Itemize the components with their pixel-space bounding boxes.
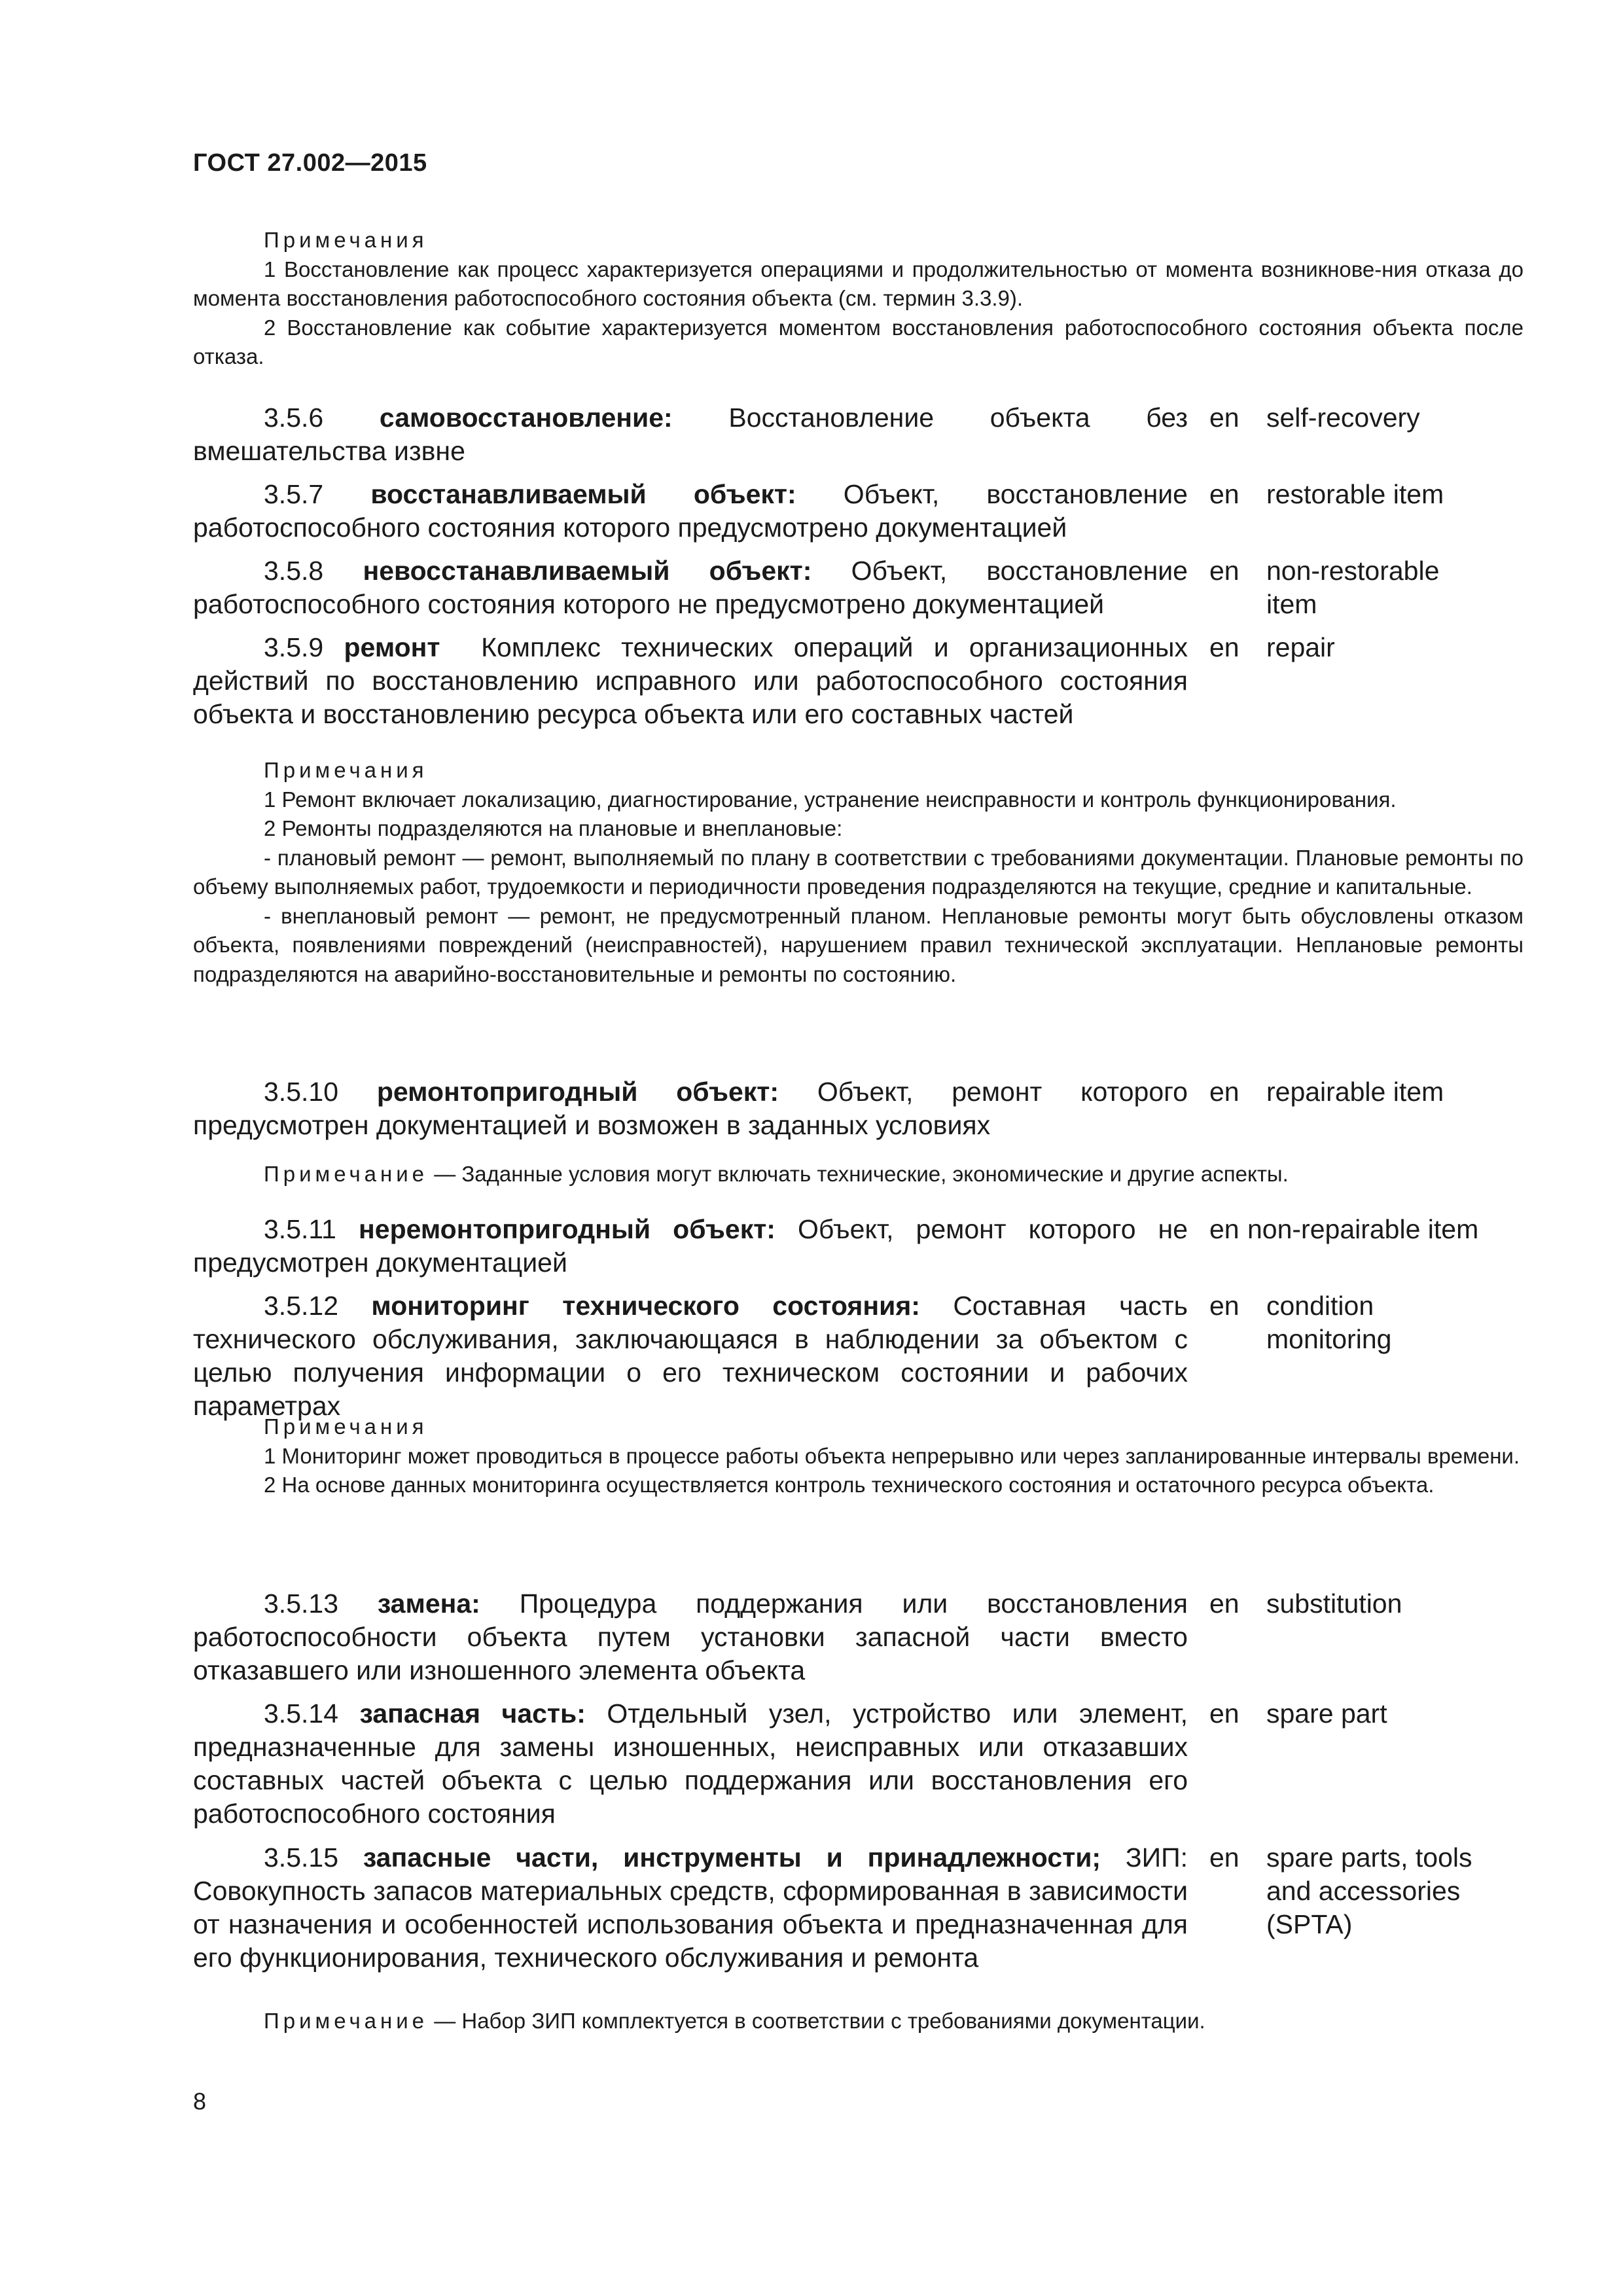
term-definition: Комплекс технических операций и организационных действий по восстановлению исправного или работоспособного состояния объекта и восстановлению ресурса объекта или его составных частей bbox=[193, 632, 1188, 729]
notes-block bbox=[193, 2007, 1524, 2036]
term-name: невосстанавливаемый объект: bbox=[363, 556, 812, 586]
term-name: самовосстановление: bbox=[379, 403, 673, 433]
language-code: en bbox=[1209, 1214, 1240, 1244]
english-equivalent: spare parts, tools and accessories (SPTA) bbox=[1266, 1842, 1472, 1939]
term-number: 3.5.7 bbox=[264, 479, 324, 509]
language-code: en bbox=[1209, 1588, 1240, 1619]
term-entry bbox=[193, 1841, 1524, 1975]
term-name: ремонт bbox=[344, 632, 440, 662]
english-equivalent: self-recovery bbox=[1266, 403, 1420, 433]
term-name: мониторинг технического состояния: bbox=[371, 1291, 920, 1321]
english-equivalent: non-repairable item bbox=[1247, 1214, 1479, 1244]
term-entry bbox=[193, 554, 1524, 621]
notes-caption: Примечания bbox=[264, 1414, 428, 1439]
note-item: 2 Ремонты подразделяются на плановые и внеплановые: bbox=[264, 816, 843, 840]
notes-block bbox=[193, 226, 1524, 372]
note-text: — Заданные условия могут включать технические, экономические и другие аспекты. bbox=[434, 1162, 1289, 1186]
term-name: запасные части, инструменты и принадлежности; bbox=[363, 1842, 1101, 1873]
note-item: 2 На основе данных мониторинга осуществляется контроль технического состояния и остаточного ресурса объекта. bbox=[264, 1473, 1435, 1497]
term-definition: Процедура поддержания или восстановления работоспособности объекта путем установки запасной части вместо отказавшего или изношенного элемента объекта bbox=[193, 1588, 1188, 1685]
notes-block bbox=[193, 1160, 1524, 1189]
term-definition: Восстановление объекта без вмешательства извне bbox=[193, 403, 1188, 466]
term-number: 3.5.8 bbox=[264, 556, 324, 586]
note-text: — Набор ЗИП комплектуется в соответствии с требованиями документации. bbox=[434, 2009, 1205, 2033]
term-definition: Объект, восстановление работоспособного состояния которого не предусмотрено документацией bbox=[193, 556, 1188, 619]
english-equivalent: spare part bbox=[1266, 1698, 1387, 1729]
english-equivalent: repairable item bbox=[1266, 1077, 1444, 1107]
term-entry bbox=[193, 478, 1524, 545]
language-code: en bbox=[1209, 1842, 1240, 1873]
term-entry bbox=[193, 1075, 1524, 1142]
term-number: 3.5.10 bbox=[264, 1077, 338, 1107]
term-name: восстанавливаемый объект: bbox=[370, 479, 796, 509]
term-definition: Объект, ремонт которого не предусмотрен документацией bbox=[193, 1214, 1188, 1278]
notes-caption: Примечания bbox=[264, 228, 428, 252]
term-entry bbox=[193, 401, 1524, 468]
note-item: 1 Восстановление как процесс характеризуется операциями и продолжительностью от момента возникнове-ния отказа до момента восстановления работоспособного состояния объекта (см. термин 3.3.9). bbox=[193, 257, 1524, 310]
note-item bbox=[193, 2007, 1524, 2036]
term-name: неремонтопригодный объект: bbox=[359, 1214, 776, 1244]
term-entry bbox=[193, 1289, 1524, 1423]
english-equivalent: restorable item bbox=[1266, 479, 1444, 509]
term-definition: ЗИП: Совокупность запасов материальных средств, сформированная в зависимости от назначения и особенностей использования объекта и предназначенная для его функционирования, технического обслуживания и ремонта bbox=[193, 1842, 1188, 1973]
english-equivalent: condition monitoring bbox=[1266, 1291, 1392, 1354]
term-name: ремонтопригодный объект: bbox=[376, 1077, 779, 1107]
english-equivalent: repair bbox=[1266, 632, 1335, 662]
notes-block bbox=[193, 1412, 1524, 1500]
term-number: 3.5.13 bbox=[264, 1588, 338, 1619]
language-code: en bbox=[1209, 479, 1240, 509]
term-definition: Объект, восстановление работоспособного состояния которого предусмотрено документацией bbox=[193, 479, 1188, 543]
term-entry bbox=[193, 1587, 1524, 1687]
note-item bbox=[193, 1160, 1524, 1189]
notes-caption: Примечание bbox=[264, 1162, 429, 1186]
term-entry bbox=[193, 1213, 1524, 1280]
language-code: en bbox=[1209, 1291, 1240, 1321]
term-number: 3.5.15 bbox=[264, 1842, 338, 1873]
language-code: en bbox=[1209, 1077, 1240, 1107]
term-definition: Отдельный узел, устройство или элемент, предназначенные для замены изношенных, неисправных или отказавших составных частей объекта с целью поддержания или восстановления его работоспособного состояния bbox=[193, 1698, 1188, 1829]
english-equivalent: non-restorable item bbox=[1266, 556, 1440, 619]
language-code: en bbox=[1209, 556, 1240, 586]
term-number: 3.5.6 bbox=[264, 403, 324, 433]
language-code: en bbox=[1209, 403, 1240, 433]
notes-caption: Примечания bbox=[264, 758, 428, 782]
term-number: 3.5.9 bbox=[264, 632, 324, 662]
term-definition: Составная часть технического обслуживания, заключающаяся в наблюдении за объектом с целью получения информации о его техническом состоянии и рабочих параметрах bbox=[193, 1291, 1188, 1421]
english-equivalent: substitution bbox=[1266, 1588, 1402, 1619]
term-number: 3.5.14 bbox=[264, 1698, 338, 1729]
note-item: 2 Восстановление как событие характеризуется моментом восстановления работоспособного состояния объекта после отказа. bbox=[193, 315, 1524, 368]
term-entry bbox=[193, 631, 1524, 731]
term-name: запасная часть: bbox=[359, 1698, 586, 1729]
document-header: ГОСТ 27.002—2015 bbox=[193, 149, 427, 177]
notes-caption: Примечание bbox=[264, 2009, 429, 2033]
note-item: - внеплановый ремонт — ремонт, не предусмотренный планом. Неплановые ремонты могут быть обусловлены отказом объекта, появлениями повреждений (неисправностей), нарушением правил технической эксплуатации. Неплановые ремонты подразделяются на аварийно-восстановительные и ремонты по состоянию. bbox=[193, 903, 1524, 986]
term-number: 3.5.12 bbox=[264, 1291, 338, 1321]
term-entry bbox=[193, 1697, 1524, 1831]
note-item: 1 Мониторинг может проводиться в процессе работы объекта непрерывно или через запланированные интервалы времени. bbox=[264, 1443, 1520, 1468]
term-definition: Объект, ремонт которого предусмотрен документацией и возможен в заданных условиях bbox=[193, 1077, 1188, 1140]
page-number: 8 bbox=[193, 2088, 207, 2115]
term-number: 3.5.11 bbox=[264, 1214, 336, 1244]
notes-block bbox=[193, 756, 1524, 989]
note-item: - плановый ремонт — ремонт, выполняемый по плану в соответствии с требованиями документации. Плановые ремонты по объему выполняемых работ, трудоемкости и периодичности проведения подразделяются на текущие, средние и капитальные. bbox=[193, 845, 1524, 899]
language-code: en bbox=[1209, 1698, 1240, 1729]
language-code: en bbox=[1209, 632, 1240, 662]
note-item: 1 Ремонт включает локализацию, диагностирование, устранение неисправности и контроль функционирования. bbox=[264, 787, 1397, 812]
term-name: замена: bbox=[377, 1588, 480, 1619]
